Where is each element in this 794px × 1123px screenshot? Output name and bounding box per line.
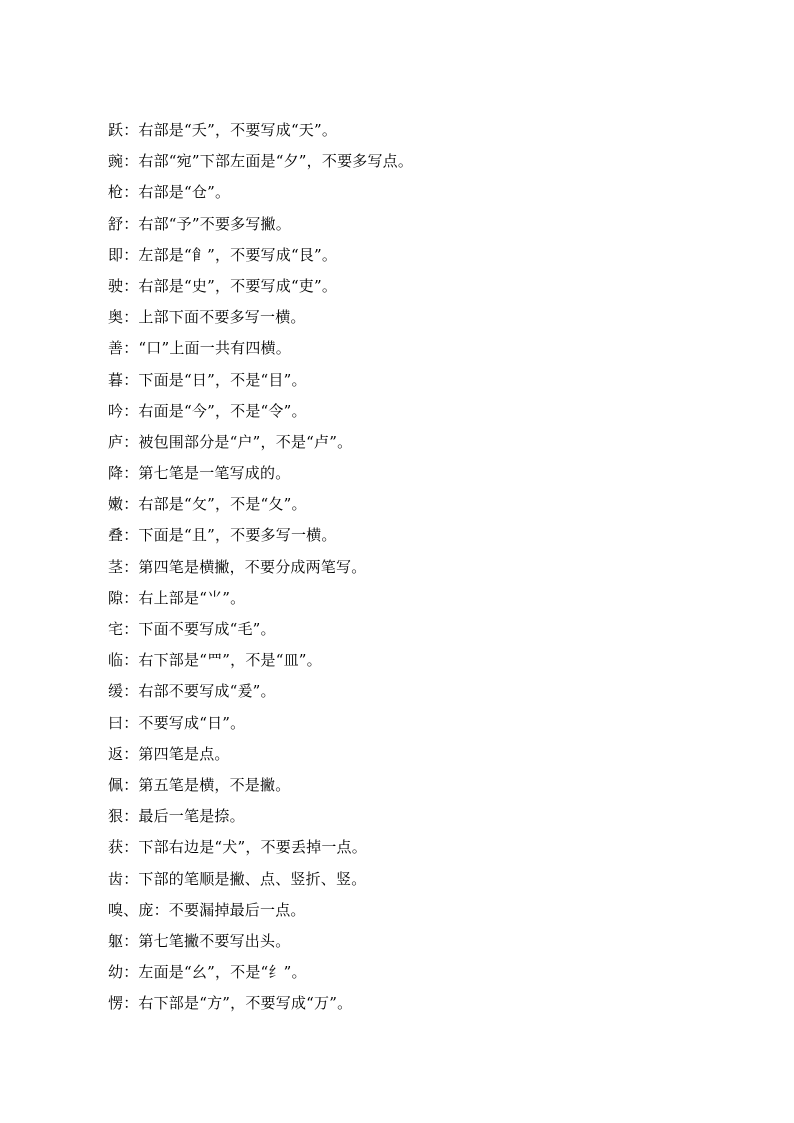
document-body xyxy=(108,115,748,1019)
text-line: 暮：下面是“日”，不是“目”。 xyxy=(108,370,307,389)
text-line: 返：第四笔是点。 xyxy=(108,744,230,763)
text-line: 幼：左面是“幺”，不是“纟”。 xyxy=(108,963,307,982)
text-line: 奥：上部下面不要多写一横。 xyxy=(108,308,306,327)
text-line: 隙：右上部是“⺌”。 xyxy=(108,588,246,607)
text-line: 吟：右面是“今”，不是“令”。 xyxy=(108,401,307,420)
text-line: 愣：右下部是“方”，不要写成“万”。 xyxy=(108,994,353,1013)
text-line: 善：“口”上面一共有四横。 xyxy=(108,339,291,358)
text-line: 枪：右部是“仓”。 xyxy=(108,183,231,202)
text-line: 曰：不要写成“日”。 xyxy=(108,713,246,732)
text-line: 齿：下部的笔顺是撇、点、竖折、竖。 xyxy=(108,869,367,888)
text-line: 叠：下面是“且”，不要多写一横。 xyxy=(108,526,337,545)
text-line: 躯：第七笔撇不要写出头。 xyxy=(108,931,291,950)
text-line: 舒：右部“予”不要多写撇。 xyxy=(108,214,291,233)
text-line: 降：第七笔是一笔写成的。 xyxy=(108,464,291,483)
text-line: 豌：右部“宛”下部左面是“夕”，不要多写点。 xyxy=(108,152,414,171)
text-line: 嗅、庞：不要漏掉最后一点。 xyxy=(108,900,306,919)
text-line: 茎：第四笔是横撇，不要分成两笔写。 xyxy=(108,557,367,576)
text-line: 即：左部是“⻞”，不要写成“艮”。 xyxy=(108,245,338,264)
text-line: 缓：右部不要写成“爰”。 xyxy=(108,682,276,701)
text-line: 狠：最后一笔是捺。 xyxy=(108,807,245,826)
text-line: 佩：第五笔是横，不是撇。 xyxy=(108,775,291,794)
text-line: 庐：被包围部分是“户”，不是“卢”。 xyxy=(108,432,353,451)
text-line: 跃：右部是“夭”，不要写成“天”。 xyxy=(108,121,338,139)
text-line: 临：右下部是“⺲”，不是“皿”。 xyxy=(108,651,322,670)
text-line: 获：下部右边是“犬”，不要丢掉一点。 xyxy=(108,838,367,857)
text-line: 宅：下面不要写成“毛”。 xyxy=(108,620,276,638)
text-line: 驶：右部是“史”，不要写成“吏”。 xyxy=(108,276,338,295)
text-line: 嫩：右部是“攵”，不是“夂”。 xyxy=(108,495,307,514)
